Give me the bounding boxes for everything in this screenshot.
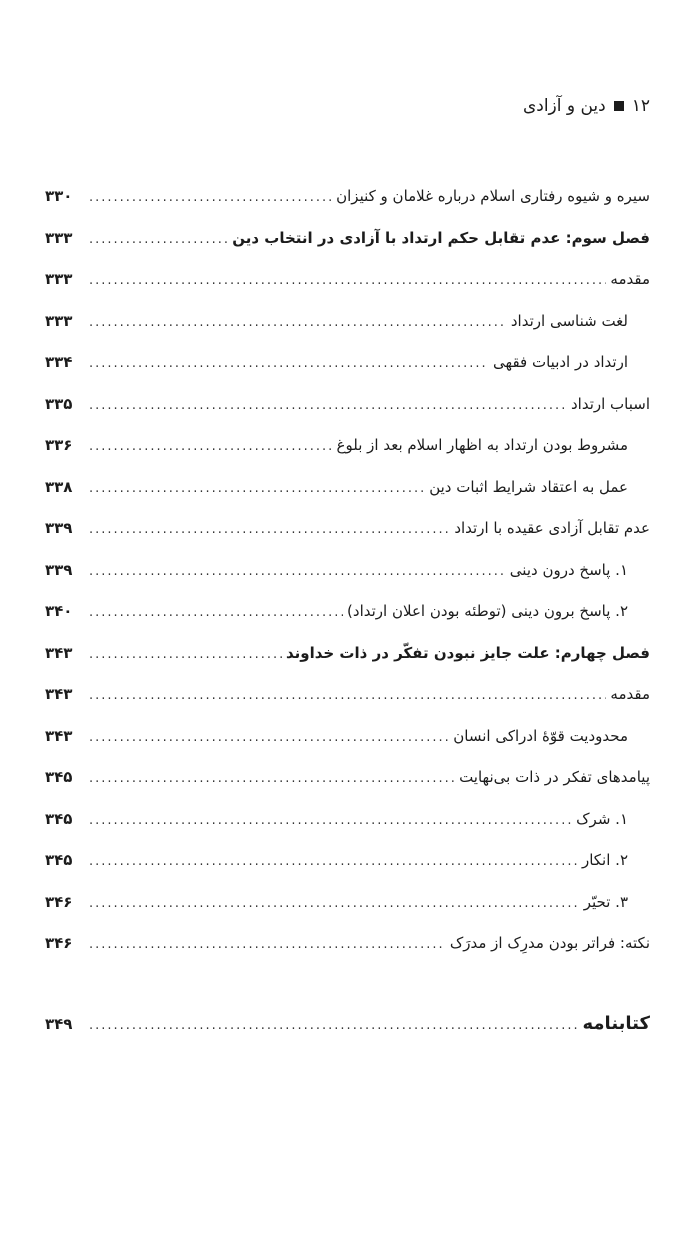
toc-entry-page: ۳۴۶: [45, 892, 73, 911]
toc-entry-page: ۳۴۳: [45, 685, 73, 703]
toc-entry-title: ۳. تحیّر: [583, 892, 628, 911]
toc-entry[interactable]: [45, 342, 650, 384]
toc-entry-chapter[interactable]: [45, 218, 650, 260]
toc-entry-page: ۳۳۹: [45, 519, 73, 537]
toc-entry-title: نکته: فراتر بودن مدرِک از مدرَک: [449, 934, 650, 952]
leader-dots: [89, 675, 606, 717]
toc-entry-page: ۳۴۰: [45, 602, 73, 620]
toc-entry[interactable]: [45, 259, 650, 301]
toc-entry-title: عمل به اعتقاد شرایط اثبات دین: [429, 477, 628, 496]
leader-dots: [89, 426, 333, 468]
toc-entry-title: ۱. شرک: [576, 809, 628, 828]
running-header: [523, 96, 650, 116]
toc-entry-title: اسباب ارتداد: [570, 394, 650, 413]
toc-entry-page: ۳۴۳: [45, 643, 73, 662]
leader-dots: [89, 592, 343, 634]
toc-entry-title: ارتداد در ادبیات فقهی: [493, 353, 628, 371]
toc-entry[interactable]: [45, 882, 650, 924]
toc-entry-title: سیره و شیوه رفتاری اسلام درباره غلامان و کنیزان: [336, 187, 650, 205]
toc-entry-bibliography[interactable]: [45, 1003, 650, 1045]
toc-entry[interactable]: [45, 301, 650, 343]
toc-entry[interactable]: [45, 840, 650, 882]
leader-dots: [89, 758, 455, 800]
page-number: ۱۲: [631, 96, 650, 116]
toc-entry-title: مقدمه: [610, 685, 650, 703]
toc-entry-title: ۲. پاسخ برون دینی (توطئه بودن اعلان ارتداد): [347, 602, 628, 620]
leader-dots: [89, 634, 282, 676]
leader-dots: [89, 302, 507, 344]
toc-entry-page: ۳۳۶: [45, 436, 73, 454]
toc-entry-title: کتابنامه: [582, 1012, 650, 1034]
leader-dots: [89, 924, 446, 966]
toc-entry[interactable]: [45, 176, 650, 218]
leader-dots: [89, 1005, 579, 1047]
table-of-contents: [45, 176, 650, 1044]
toc-entry[interactable]: [45, 384, 650, 426]
leader-dots: [89, 551, 506, 593]
toc-entry-page: ۳۳۰: [45, 187, 73, 205]
leader-dots: [89, 509, 450, 551]
leader-dots: [89, 841, 578, 883]
toc-entry[interactable]: [45, 467, 650, 509]
toc-entry[interactable]: [45, 923, 650, 965]
toc-entry-title: عدم تقابل آزادی عقیده با ارتداد: [454, 519, 650, 537]
leader-dots: [89, 343, 489, 385]
toc-entry-title: فصل سوم: عدم تقابل حکم ارتداد با آزادی در انتخاب دین: [232, 228, 650, 247]
toc-entry-page: ۳۳۵: [45, 394, 73, 413]
toc-entry-title: فصل چهارم: علت جایز نبودن تفکّر در ذات خداوند: [285, 643, 650, 662]
toc-entry-page: ۳۴۵: [45, 851, 73, 869]
toc-entry-page: ۳۳۳: [45, 270, 73, 288]
toc-entry-title: مشروط بودن ارتداد به اظهار اسلام بعد از بلوغ: [336, 436, 628, 454]
toc-entry-chapter[interactable]: [45, 633, 650, 675]
toc-entry-title: مقدمه: [610, 270, 650, 288]
toc-entry[interactable]: [45, 757, 650, 799]
leader-dots: [89, 717, 449, 759]
square-separator-icon: [614, 101, 624, 111]
toc-entry-page: ۳۳۳: [45, 228, 73, 247]
toc-entry[interactable]: [45, 508, 650, 550]
toc-entry[interactable]: [45, 716, 650, 758]
leader-dots: [89, 260, 606, 302]
toc-entry-title: لغت شناسی ارتداد: [510, 311, 628, 330]
book-title: دین و آزادی: [522, 96, 606, 116]
toc-entry-page: ۳۴۳: [45, 726, 73, 745]
leader-dots: [89, 177, 332, 219]
toc-entry-page: ۳۳۸: [45, 477, 73, 496]
toc-entry-page: ۳۴۹: [45, 1014, 73, 1033]
toc-entry-page: ۳۴۵: [45, 768, 73, 786]
toc-entry-page: ۳۴۵: [45, 809, 73, 828]
leader-dots: [89, 800, 572, 842]
toc-entry-page: ۳۳۴: [45, 353, 73, 371]
toc-entry-page: ۳۴۶: [45, 934, 73, 952]
toc-entry[interactable]: [45, 425, 650, 467]
toc-entry[interactable]: [45, 799, 650, 841]
toc-entry-title: ۲. انکار: [581, 851, 628, 869]
toc-entry[interactable]: [45, 674, 650, 716]
leader-dots: [89, 468, 425, 510]
toc-entry-title: پیامدهای تفکر در ذات بی‌نهایت: [459, 768, 650, 786]
leader-dots: [89, 883, 580, 925]
leader-dots: [89, 385, 567, 427]
toc-entry[interactable]: [45, 591, 650, 633]
toc-entry-page: ۳۳۹: [45, 560, 73, 579]
leader-dots: [89, 219, 228, 261]
toc-entry-title: محدودیت قوّهٔ ادراکی انسان: [453, 726, 628, 745]
toc-entry-page: ۳۳۳: [45, 311, 73, 330]
toc-entry-title: ۱. پاسخ درون دینی: [509, 560, 628, 579]
toc-entry[interactable]: [45, 550, 650, 592]
